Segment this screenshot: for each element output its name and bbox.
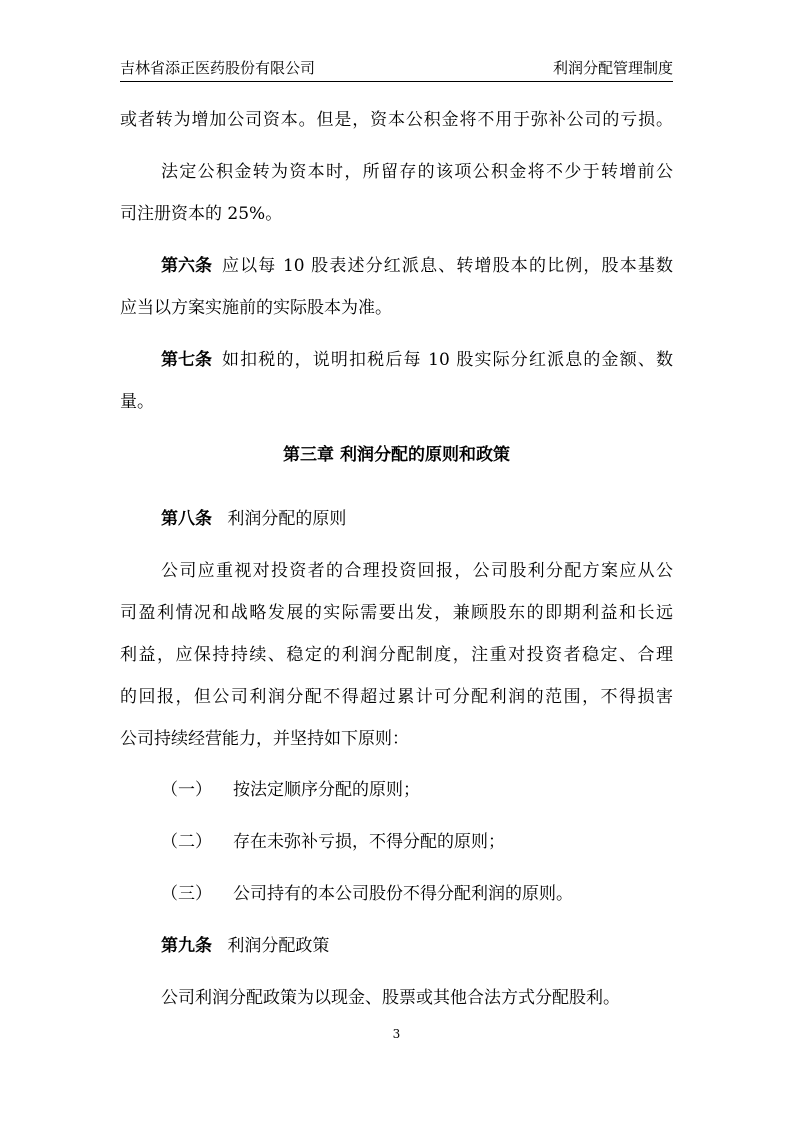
article-title: 利润分配政策 [227,936,330,956]
list-item: 存在未弥补亏损，不得分配的原则； [233,832,505,852]
header-doc-title: 利润分配管理制度 [552,59,673,77]
list-item: 按法定顺序分配的原则； [233,780,420,800]
article-7 [161,349,673,371]
paragraph-line: 的回报，但公司利润分配不得超过累计可分配利润的范围，不得损害 [120,687,673,707]
article-title: 利润分配的原则 [227,509,347,529]
header-company: 吉林省添正医药股份有限公司 [120,59,316,77]
paragraph-line: 利益，应保持持续、稳定的利润分配制度，注重对投资者稳定、合理 [120,645,673,665]
list-item-mark: （一） [161,780,212,800]
paragraph-line: 量。 [120,392,154,412]
article-label: 第九条 [161,936,212,956]
paragraph-line: 应当以方案实施前的实际股本为准。 [120,298,392,318]
article-6 [161,255,673,277]
list-item-mark: （二） [161,832,212,852]
list-item: 公司持有的本公司股份不得分配利润的原则。 [233,884,573,904]
paragraph-line: 公司利润分配政策为以现金、股票或其他合法方式分配股利。 [161,988,620,1008]
article-label: 第六条 [161,256,212,276]
paragraph-line: 司盈利情况和战略发展的实际需要出发，兼顾股东的即期利益和长远 [120,603,673,623]
paragraph-line: 公司持续经营能力，并坚持如下原则： [120,729,409,749]
article-label: 第七条 [161,350,212,370]
paragraph-line: 应以每 10 股表述分红派息、转增股本的比例，股本基数 [222,256,673,276]
page-number: 3 [392,1027,401,1041]
article-9 [161,935,329,957]
paragraph-line: 公司应重视对投资者的合理投资回报，公司股利分配方案应从公 [161,561,673,581]
paragraph-line: 司注册资本的 25%。 [120,204,283,224]
article-label: 第八条 [161,509,212,529]
paragraph-line: 法定公积金转为资本时，所留存的该项公积金将不少于转增前公 [161,162,673,182]
page-header [120,57,673,82]
article-8 [161,508,346,530]
list-item-mark: （三） [161,884,212,904]
paragraph-line: 或者转为增加公司资本。但是，资本公积金将不用于弥补公司的亏损。 [120,110,673,130]
paragraph-line: 如扣税的，说明扣税后每 10 股实际分红派息的金额、数 [222,350,673,370]
chapter-title: 第三章 利润分配的原则和政策 [283,445,510,465]
